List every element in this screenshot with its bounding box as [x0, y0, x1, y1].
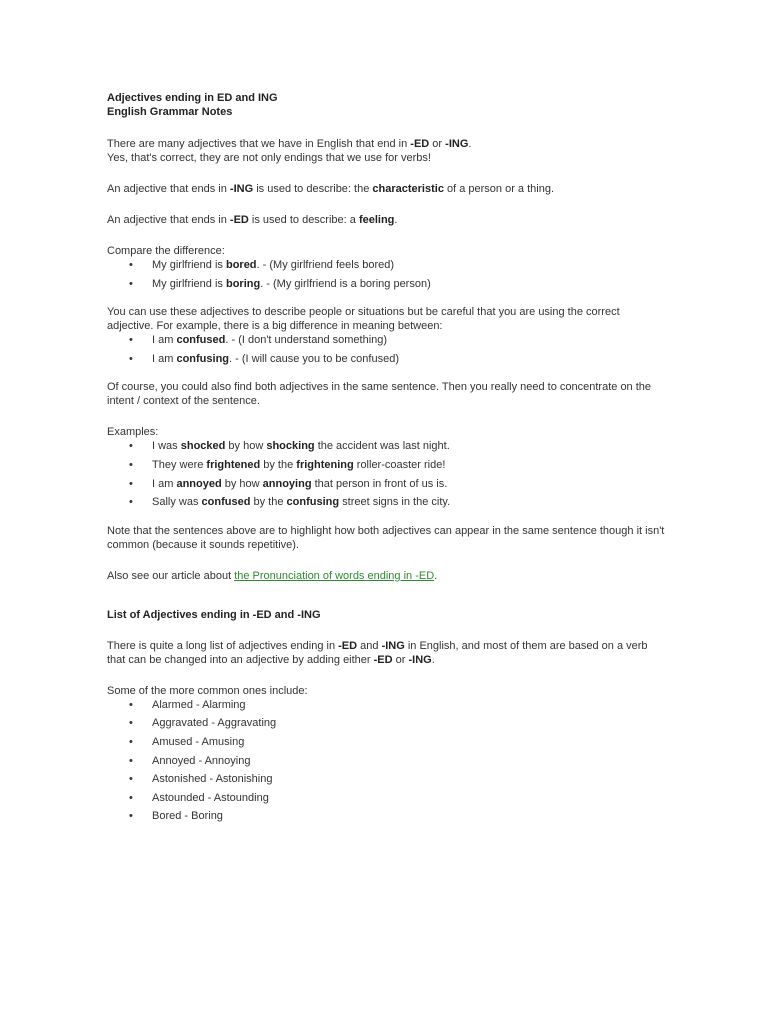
- adjective-pair: Aggravated - Aggravating: [152, 717, 277, 730]
- bullet-icon: •: [129, 440, 133, 453]
- bullet-icon: •: [129, 735, 133, 748]
- list-item: [107, 772, 667, 791]
- text: and: [357, 639, 382, 652]
- compare-list: [107, 258, 667, 295]
- bullet-icon: •: [129, 477, 133, 490]
- list-item: [107, 716, 667, 735]
- text: by the: [250, 496, 287, 509]
- text: by how: [225, 440, 267, 453]
- list-item: [107, 809, 667, 828]
- common-label: Some of the more common ones include:: [107, 684, 308, 697]
- text: or: [429, 138, 446, 150]
- text: .: [468, 138, 472, 150]
- bold-text: bored: [225, 259, 257, 271]
- list-item: [107, 458, 667, 477]
- bullet-icon: •: [129, 259, 133, 271]
- list-item: [107, 258, 667, 277]
- bold-text: -ING: [381, 639, 405, 652]
- text: Yes, that's correct, they are not only endings that we use for verbs!: [107, 152, 431, 164]
- list-item: [107, 439, 667, 458]
- text: . - (My girlfriend feels bored): [256, 259, 395, 271]
- section-heading: List of Adjectives ending in -ED and -ING: [107, 608, 321, 621]
- list-item: [107, 754, 667, 773]
- bold-text: -ED: [229, 214, 249, 226]
- compare-label: Compare the difference:: [107, 245, 225, 257]
- bullet-icon: •: [129, 698, 133, 711]
- text: My girlfriend is: [152, 259, 226, 271]
- bold-text: frightened: [206, 458, 261, 471]
- both-paragraph: Of course, you could also find both adjectives in the same sentence. Then you really need to concentrate on the intent / context of the sentence.: [107, 381, 652, 408]
- adjective-pair: Amused - Amusing: [152, 735, 245, 748]
- bullet-icon: •: [129, 773, 133, 786]
- text: the accident was last night.: [314, 440, 450, 453]
- text: of a person or a thing.: [443, 183, 555, 195]
- adjectives-list: [107, 698, 667, 828]
- text: . - (I don't understand something): [225, 334, 388, 347]
- text: .: [431, 653, 435, 666]
- adjective-pair: Annoyed - Annoying: [152, 754, 251, 767]
- also-see-paragraph: [107, 569, 667, 583]
- bold-text: feeling: [358, 214, 395, 226]
- text: that person in front of us is.: [311, 477, 448, 490]
- bold-text: annoying: [262, 477, 312, 490]
- document-subtitle: English Grammar Notes: [107, 106, 233, 118]
- text: They were: [152, 458, 207, 471]
- bold-text: -ED: [373, 653, 393, 666]
- text: is used to describe: a: [248, 214, 359, 226]
- bold-text: -ED: [410, 138, 430, 150]
- bold-text: characteristic: [372, 183, 444, 195]
- text: Sally was: [152, 496, 202, 509]
- adjective-pair: Astounded - Astounding: [152, 791, 269, 804]
- list-item: [107, 352, 667, 371]
- careful-paragraph: You can use these adjectives to describe people or situations but be careful that you are using the correct adjective. For example, there is a big difference in meaning between:: [107, 306, 620, 333]
- intro-paragraph: [107, 137, 667, 165]
- list-item: [107, 735, 667, 754]
- list-item: [107, 495, 667, 514]
- bold-text: frightening: [296, 458, 354, 471]
- text: by the: [260, 458, 297, 471]
- careful-list: [107, 333, 667, 370]
- list-item: [107, 477, 667, 496]
- bold-text: confusing: [286, 496, 340, 509]
- text: My girlfriend is: [152, 277, 226, 290]
- bold-text: confusing: [176, 352, 230, 365]
- text: .: [434, 569, 438, 582]
- text: An adjective that ends in: [107, 214, 230, 226]
- bold-text: -ING: [229, 183, 254, 195]
- text: .: [394, 214, 398, 226]
- text: . - (I will cause you to be confused): [229, 352, 399, 365]
- bullet-icon: •: [129, 334, 133, 347]
- bold-text: shocked: [180, 440, 226, 453]
- list-item: [107, 791, 667, 810]
- document-content: [107, 91, 667, 828]
- pronunciation-link[interactable]: the Pronunciation of words ending in -ED: [234, 569, 435, 582]
- list-item: [107, 277, 667, 296]
- bold-text: annoyed: [176, 477, 222, 490]
- adjective-pair: Bored - Boring: [152, 810, 223, 823]
- bullet-icon: •: [129, 458, 133, 471]
- bullet-icon: •: [129, 810, 133, 823]
- text: There is quite a long list of adjectives ending in: [107, 639, 339, 652]
- bullet-icon: •: [129, 754, 133, 767]
- document-title: Adjectives ending in ED and ING: [107, 92, 278, 104]
- note-paragraph: Note that the sentences above are to highlight how both adjectives can appear in the same sentence though it isn't common (because it sounds repetitive).: [107, 524, 665, 551]
- text: . - (My girlfriend is a boring person): [260, 277, 431, 290]
- bold-text: confused: [201, 496, 251, 509]
- bullet-icon: •: [129, 277, 133, 290]
- bold-text: boring: [225, 277, 261, 290]
- bullet-icon: •: [129, 791, 133, 804]
- list-item: [107, 698, 667, 717]
- text: There are many adjectives that we have in English that end in: [107, 138, 411, 150]
- text: I was: [152, 440, 181, 453]
- list-item: [107, 333, 667, 352]
- adjective-pair: Astonished - Astonishing: [152, 773, 273, 786]
- text: is used to describe: the: [253, 183, 373, 195]
- bold-text: shocking: [266, 440, 315, 453]
- bold-text: -ING: [408, 653, 432, 666]
- examples-list: [107, 439, 667, 513]
- examples-label: Examples:: [107, 426, 159, 439]
- text: An adjective that ends in: [107, 183, 230, 195]
- bold-text: -ED: [338, 639, 358, 652]
- ing-definition: [107, 182, 667, 196]
- bold-text: -ING: [445, 138, 469, 150]
- text: roller-coaster ride!: [353, 458, 446, 471]
- bullet-icon: •: [129, 717, 133, 730]
- ed-definition: [107, 213, 667, 227]
- text: Also see our article about: [107, 569, 235, 582]
- bullet-icon: •: [129, 352, 133, 365]
- text: I am: [152, 334, 177, 347]
- text: by how: [221, 477, 263, 490]
- text: in English, and most of them are based on a verb that can be changed into an adjective by adding either: [107, 639, 648, 666]
- text: I am: [152, 352, 177, 365]
- adjective-pair: Alarmed - Alarming: [152, 698, 246, 711]
- bold-text: confused: [176, 334, 226, 347]
- text: I am: [152, 477, 177, 490]
- bullet-icon: •: [129, 496, 133, 509]
- text: street signs in the city.: [339, 496, 451, 509]
- list-intro-paragraph: [107, 639, 667, 667]
- text: or: [392, 653, 409, 666]
